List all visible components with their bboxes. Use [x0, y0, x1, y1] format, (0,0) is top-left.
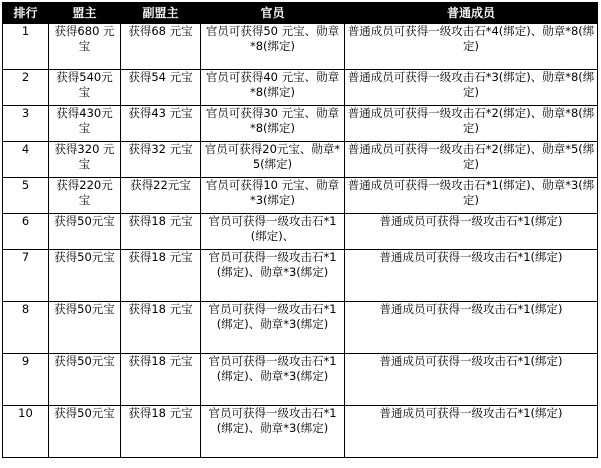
rank-cell: 9: [3, 354, 49, 406]
member-reward-cell: 普通成员可获得一级攻击石*1(绑定): [345, 406, 598, 458]
table-row: [3, 70, 598, 106]
member-reward-cell: 普通成员可获得一级攻击石*1(绑定): [345, 250, 598, 302]
table-row: [3, 24, 598, 70]
table-row: [3, 406, 598, 458]
leader-reward-cell: 获得50元宝: [49, 214, 121, 250]
header-rank: 排行: [3, 3, 49, 24]
vice-reward-cell: 获得22元宝: [121, 178, 201, 214]
rank-cell: 8: [3, 302, 49, 354]
leader-reward-cell: 获得50元宝: [49, 302, 121, 354]
officer-reward-cell: 官员可获得一级攻击石*1(绑定)、勋章*3(绑定): [201, 354, 345, 406]
rank-cell: 6: [3, 214, 49, 250]
officer-reward-cell: 官员可获得一级攻击石*1(绑定)、勋章*3(绑定): [201, 250, 345, 302]
member-reward-cell: 普通成员可获得一级攻击石*1(绑定)、勋章*3(绑定): [345, 178, 598, 214]
leader-reward-cell: 获得320 元宝: [49, 142, 121, 178]
vice-reward-cell: 获得18 元宝: [121, 406, 201, 458]
officer-reward-cell: 官员可获得一级攻击石*1(绑定)、: [201, 214, 345, 250]
table-row: [3, 106, 598, 142]
rank-cell: 10: [3, 406, 49, 458]
table-row: [3, 250, 598, 302]
member-reward-cell: 普通成员可获得一级攻击石*4(绑定)、勋章*8(绑定): [345, 24, 598, 70]
header-row: [3, 3, 598, 24]
officer-reward-cell: 官员可获得一级攻击石*1(绑定)、勋章*3(绑定): [201, 406, 345, 458]
leader-reward-cell: 获得50元宝: [49, 354, 121, 406]
officer-reward-cell: 官员可获得40 元宝、勋章*8(绑定): [201, 70, 345, 106]
vice-reward-cell: 获得54 元宝: [121, 70, 201, 106]
member-reward-cell: 普通成员可获得一级攻击石*2(绑定)、勋章*5(绑定): [345, 142, 598, 178]
member-reward-cell: 普通成员可获得一级攻击石*1(绑定): [345, 302, 598, 354]
officer-reward-cell: 官员可获得30 元宝、勋章*8(绑定): [201, 106, 345, 142]
rank-cell: 5: [3, 178, 49, 214]
vice-reward-cell: 获得43 元宝: [121, 106, 201, 142]
member-reward-cell: 普通成员可获得一级攻击石*1(绑定): [345, 354, 598, 406]
table-row: [3, 302, 598, 354]
officer-reward-cell: 官员可获得20元宝、勋章*5(绑定): [201, 142, 345, 178]
header-vice-leader: 副盟主: [121, 3, 201, 24]
rank-cell: 3: [3, 106, 49, 142]
header-member: 普通成员: [345, 3, 598, 24]
header-leader: 盟主: [49, 3, 121, 24]
member-reward-cell: 普通成员可获得一级攻击石*2(绑定)、勋章*8(绑定): [345, 106, 598, 142]
member-reward-cell: 普通成员可获得一级攻击石*1(绑定): [345, 214, 598, 250]
rank-cell: 7: [3, 250, 49, 302]
vice-reward-cell: 获得18 元宝: [121, 354, 201, 406]
leader-reward-cell: 获得50元宝: [49, 406, 121, 458]
header-officer: 官员: [201, 3, 345, 24]
leader-reward-cell: 获得430元宝: [49, 106, 121, 142]
officer-reward-cell: 官员可获得50 元宝、勋章*8(绑定): [201, 24, 345, 70]
leader-reward-cell: 获得50元宝: [49, 250, 121, 302]
table-row: [3, 214, 598, 250]
member-reward-cell: 普通成员可获得一级攻击石*3(绑定)、勋章*8(绑定): [345, 70, 598, 106]
rank-cell: 4: [3, 142, 49, 178]
vice-reward-cell: 获得18 元宝: [121, 302, 201, 354]
table-row: [3, 178, 598, 214]
vice-reward-cell: 获得18 元宝: [121, 250, 201, 302]
leader-reward-cell: 获得220元宝: [49, 178, 121, 214]
table-row: [3, 354, 598, 406]
officer-reward-cell: 官员可获得10 元宝、勋章*3(绑定): [201, 178, 345, 214]
leader-reward-cell: 获得540元宝: [49, 70, 121, 106]
vice-reward-cell: 获得18 元宝: [121, 214, 201, 250]
table-row: [3, 142, 598, 178]
reward-table: [2, 2, 598, 458]
rank-cell: 2: [3, 70, 49, 106]
vice-reward-cell: 获得68 元宝: [121, 24, 201, 70]
officer-reward-cell: 官员可获得一级攻击石*1(绑定)、勋章*3(绑定): [201, 302, 345, 354]
vice-reward-cell: 获得32 元宝: [121, 142, 201, 178]
leader-reward-cell: 获得680 元宝: [49, 24, 121, 70]
rank-cell: 1: [3, 24, 49, 70]
